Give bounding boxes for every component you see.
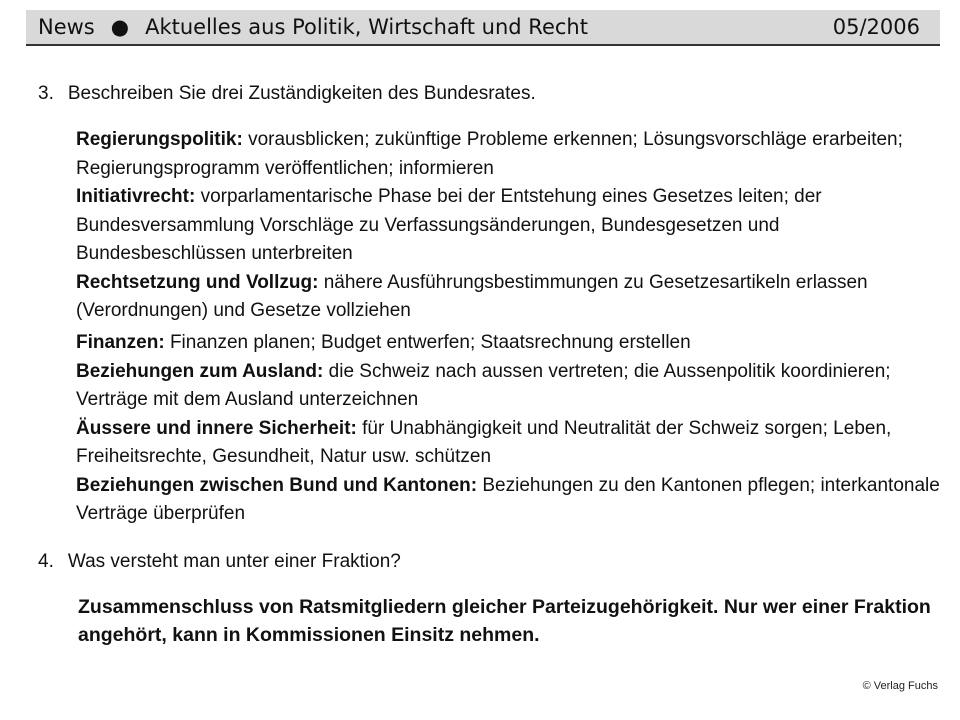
question-4-text: Was versteht man unter einer Fraktion? xyxy=(67,551,401,572)
answer-term: Regierungspolitik: xyxy=(76,129,243,150)
answer-text: vorausblicken; zukünftige Probleme erkennen; Lösungsvorschläge erarbeiten; Regierungsprogramm veröffentlichen; informieren xyxy=(76,129,903,179)
header-news: News xyxy=(38,15,95,39)
answer-text: die Schweiz nach aussen vertreten; die Aussenpolitik koordinieren; Verträge mit dem Ausland unterzeichnen xyxy=(76,360,891,410)
answer-term: Rechtsetzung und Vollzug: xyxy=(76,271,319,293)
answer-item-sicherheit xyxy=(76,415,946,472)
answer-4: Zusammenschluss von Ratsmitgliedern gleicher Parteizugehörigkeit. Nur wer einer Fraktion angehört, kann in Kommissionen Einsitz nehmen. xyxy=(78,596,931,646)
question-3-text: Beschreiben Sie drei Zuständigkeiten des Bundesrates. xyxy=(67,83,536,104)
answer-item-bund-kantone xyxy=(76,472,946,529)
header-left xyxy=(38,15,588,39)
copyright: © Verlag Fuchs xyxy=(862,680,938,692)
question-4-number: 4. xyxy=(38,551,54,572)
answer-term: Initiativrecht: xyxy=(76,186,196,207)
answer-item-finanzen xyxy=(76,329,946,358)
answer-text: Beziehungen zu den Kantonen pflegen; interkantonale Verträge überprüfen xyxy=(76,474,940,524)
question-3-number: 3. xyxy=(38,83,54,104)
answer-text: für Unabhängigkeit und Neutralität der Schweiz sorgen; Leben, Freiheitsrechte, Gesundheit, Natur usw. schützen xyxy=(76,417,892,467)
answer-item-ausland xyxy=(76,358,946,415)
answers-3-group-2 xyxy=(76,329,946,529)
answer-term: Beziehungen zum Ausland: xyxy=(76,360,324,382)
header-bullet: ● xyxy=(110,15,130,39)
answer-item-rechtsetzung xyxy=(76,269,946,326)
question-3 xyxy=(38,83,536,105)
answer-text: vorparlamentarische Phase bei der Entstehung eines Gesetzes leiten; der Bundesversammlung Vorschläge zu Verfassungsänderungen, Bundesgesetzen und Bundesbeschlüssen unterbreiten xyxy=(76,186,822,264)
header-bar xyxy=(26,10,940,46)
answers-3-group-1 xyxy=(76,126,946,326)
header-title: Aktuelles aus Politik, Wirtschaft und Recht xyxy=(145,15,588,39)
header-issue: 05/2006 xyxy=(832,15,920,39)
answer-term: Beziehungen zwischen Bund und Kantonen: xyxy=(76,474,478,496)
answer-term: Äussere und innere Sicherheit: xyxy=(76,417,357,439)
answer-text: Finanzen planen; Budget entwerfen; Staatsrechnung erstellen xyxy=(164,332,691,353)
question-4 xyxy=(38,551,401,573)
answer-text: nähere Ausführungsbestimmungen zu Gesetzesartikeln erlassen (Verordnungen) und Gesetze vollziehen xyxy=(76,271,868,321)
answer-term: Finanzen: xyxy=(76,332,165,353)
answer-item-initiativrecht xyxy=(76,183,946,269)
answer-item-regierungspolitik xyxy=(76,126,946,183)
